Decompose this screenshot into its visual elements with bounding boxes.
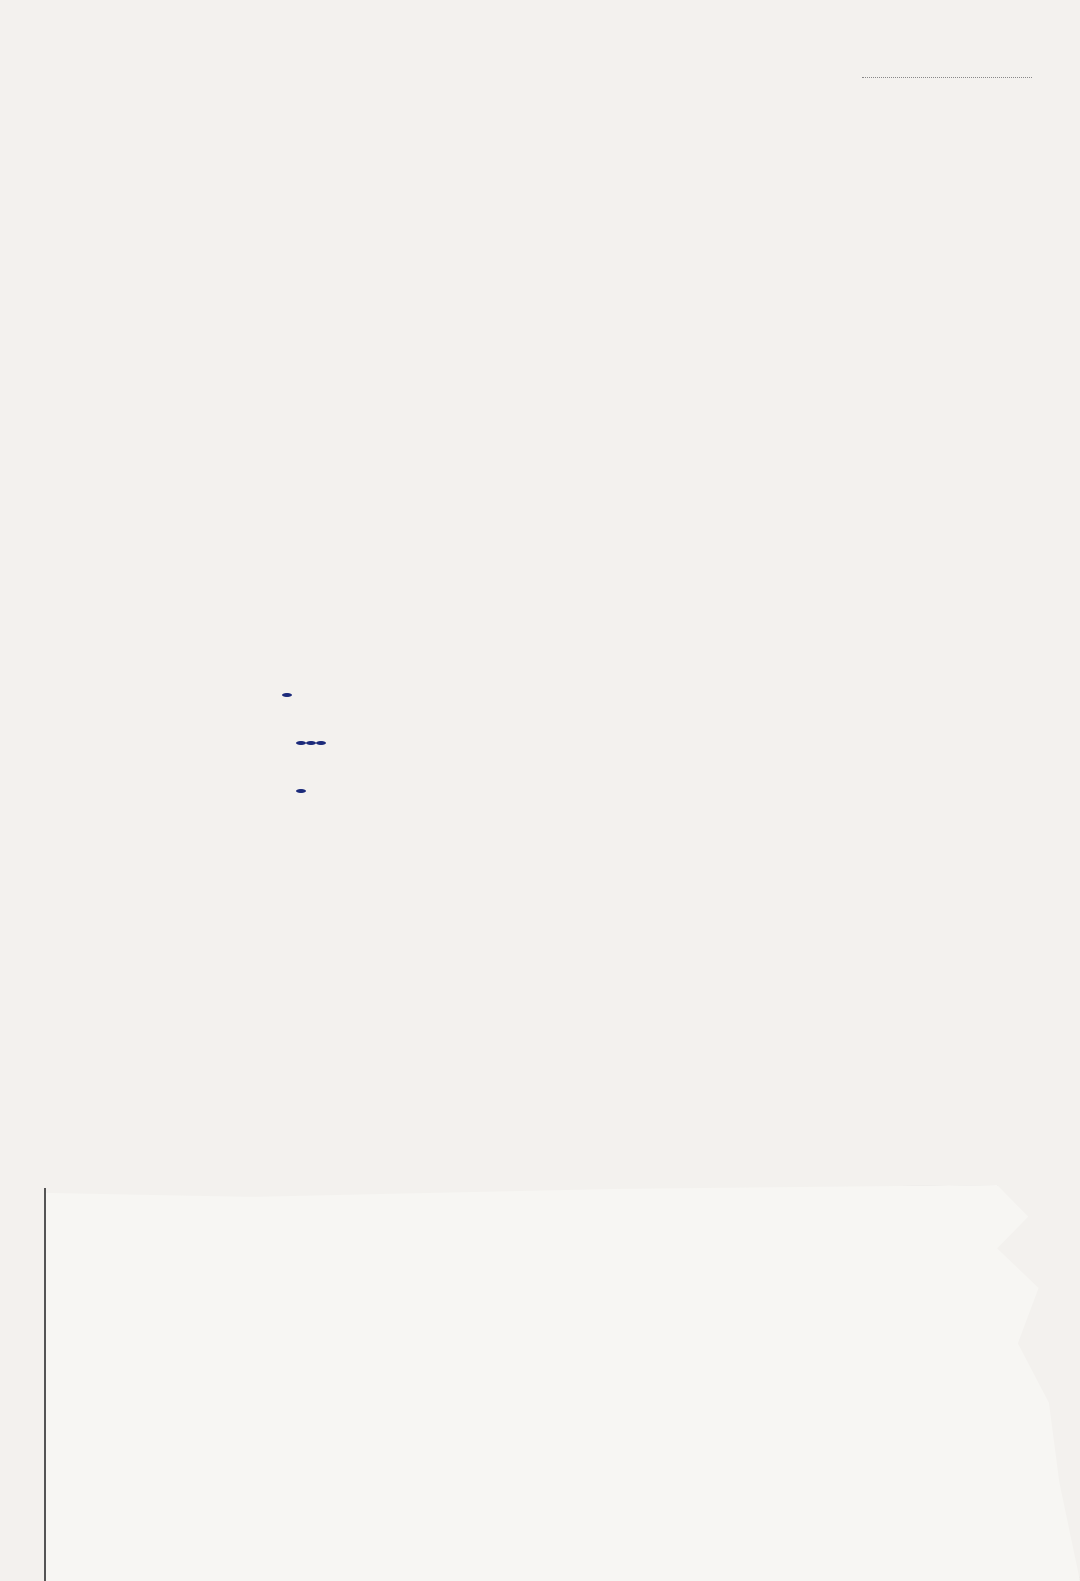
circled-those: [306, 741, 316, 745]
circled-es: [316, 741, 326, 745]
price-line-1: [282, 672, 292, 703]
price-line-3: [296, 768, 306, 799]
circled-is: [282, 693, 292, 697]
circled-is-2: [296, 789, 306, 793]
patch-left-edge: [44, 1188, 46, 1581]
price-line-2: [296, 720, 326, 751]
circled-are: [296, 741, 306, 745]
no-field: [862, 77, 1032, 78]
pasted-note-paper: [44, 1185, 1080, 1581]
